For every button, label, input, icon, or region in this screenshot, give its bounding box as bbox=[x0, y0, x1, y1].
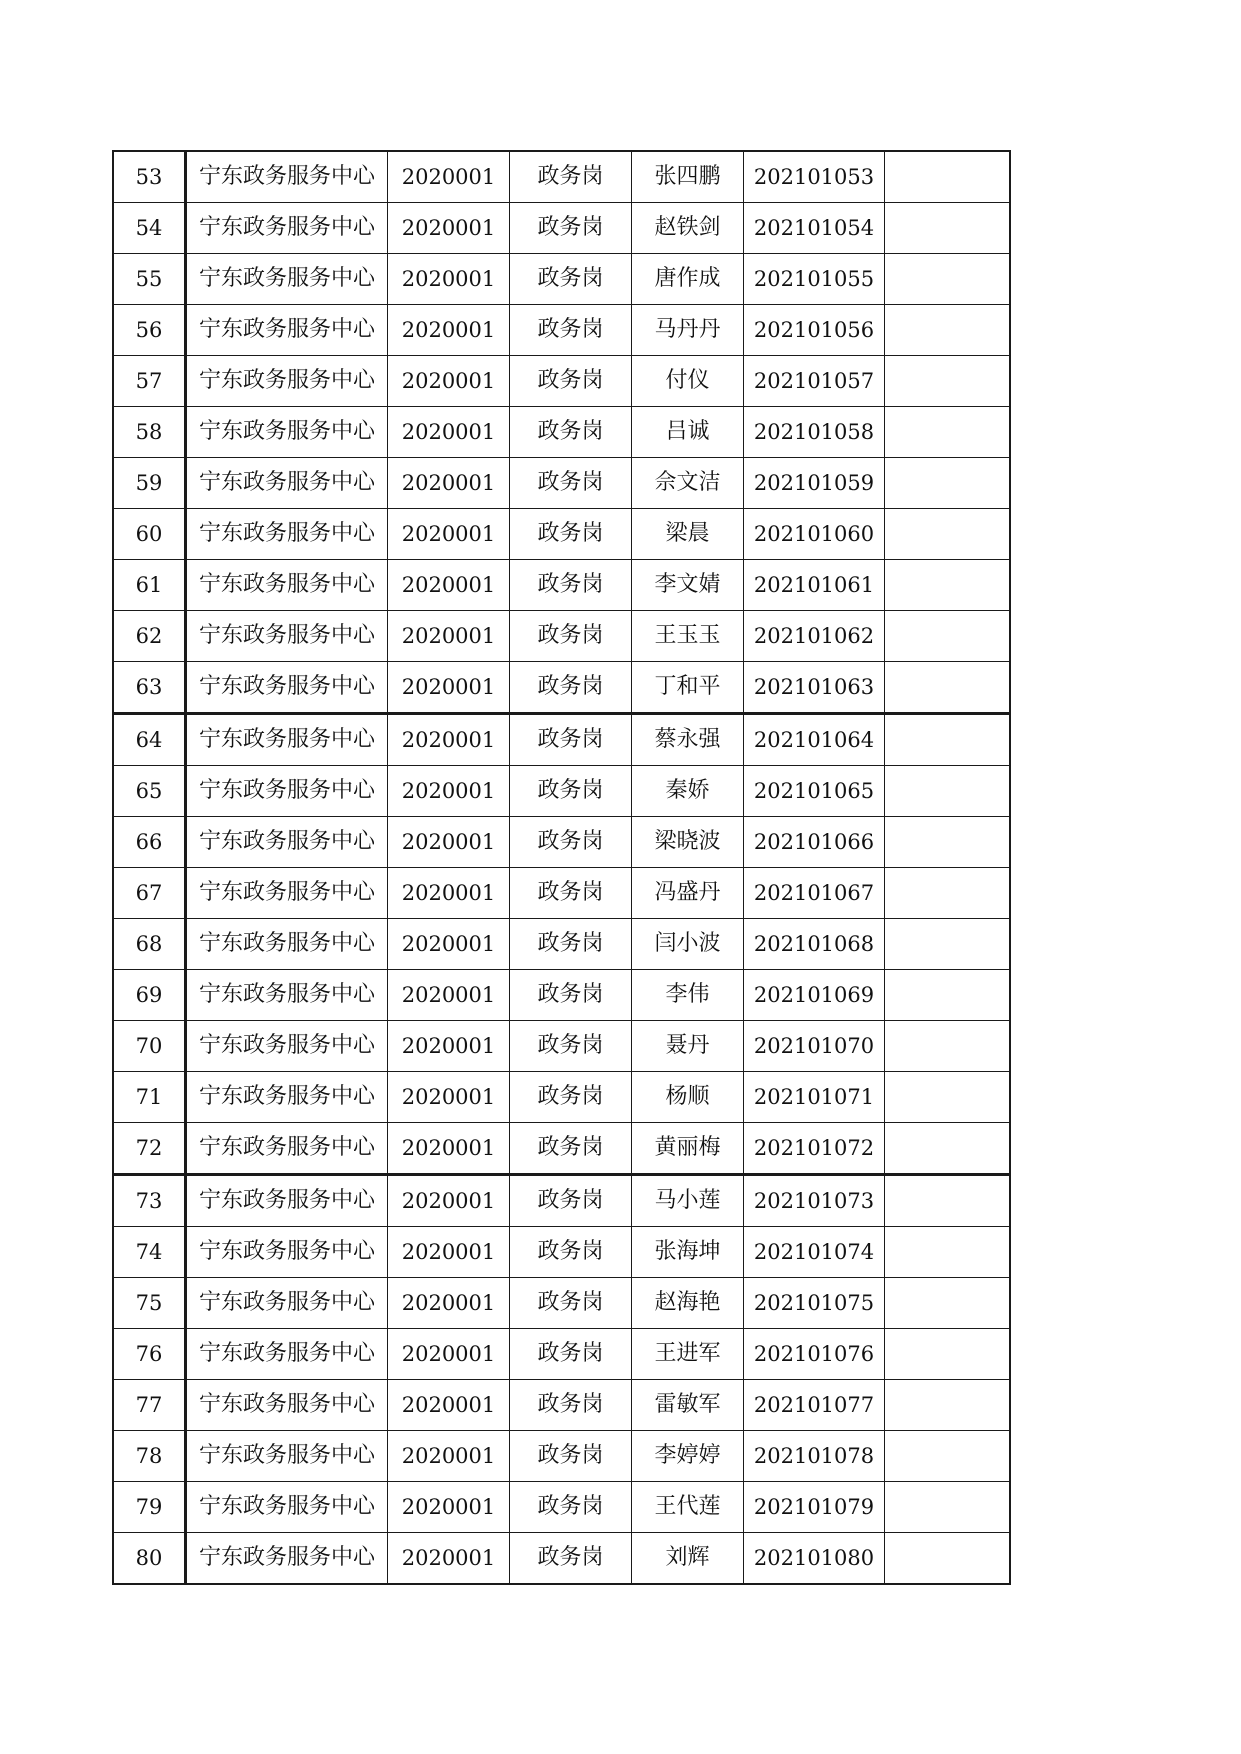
seq-cell: 60 bbox=[113, 509, 186, 560]
table-row bbox=[113, 817, 1010, 868]
position-name-cell: 政务岗 bbox=[510, 970, 632, 1021]
remark-cell bbox=[885, 254, 1011, 305]
seq-cell: 76 bbox=[113, 1329, 186, 1380]
seq-cell: 62 bbox=[113, 611, 186, 662]
table-row bbox=[113, 766, 1010, 817]
candidate-name-cell: 冯盛丹 bbox=[632, 868, 744, 919]
unit-cell: 宁东政务服务中心 bbox=[186, 766, 388, 817]
unit-cell: 宁东政务服务中心 bbox=[186, 817, 388, 868]
position-name-cell: 政务岗 bbox=[510, 919, 632, 970]
exam-number-cell: 202101076 bbox=[744, 1329, 885, 1380]
exam-number-cell: 202101070 bbox=[744, 1021, 885, 1072]
candidate-name-cell: 李伟 bbox=[632, 970, 744, 1021]
candidate-name-cell: 张海坤 bbox=[632, 1227, 744, 1278]
unit-cell: 宁东政务服务中心 bbox=[186, 1175, 388, 1227]
unit-cell: 宁东政务服务中心 bbox=[186, 1123, 388, 1175]
remark-cell bbox=[885, 868, 1011, 919]
exam-number-cell: 202101066 bbox=[744, 817, 885, 868]
remark-cell bbox=[885, 1123, 1011, 1175]
candidate-name-cell: 佘文洁 bbox=[632, 458, 744, 509]
table-row bbox=[113, 203, 1010, 254]
position-name-cell: 政务岗 bbox=[510, 1380, 632, 1431]
seq-cell: 73 bbox=[113, 1175, 186, 1227]
table-row bbox=[113, 611, 1010, 662]
remark-cell bbox=[885, 1533, 1011, 1585]
exam-number-cell: 202101071 bbox=[744, 1072, 885, 1123]
candidate-name-cell: 杨顺 bbox=[632, 1072, 744, 1123]
position-code-cell: 2020001 bbox=[388, 1329, 510, 1380]
unit-cell: 宁东政务服务中心 bbox=[186, 611, 388, 662]
table-row bbox=[113, 1123, 1010, 1175]
unit-cell: 宁东政务服务中心 bbox=[186, 151, 388, 203]
remark-cell bbox=[885, 1278, 1011, 1329]
position-name-cell: 政务岗 bbox=[510, 509, 632, 560]
seq-cell: 57 bbox=[113, 356, 186, 407]
exam-number-cell: 202101055 bbox=[744, 254, 885, 305]
unit-cell: 宁东政务服务中心 bbox=[186, 305, 388, 356]
seq-cell: 53 bbox=[113, 151, 186, 203]
unit-cell: 宁东政务服务中心 bbox=[186, 509, 388, 560]
unit-cell: 宁东政务服务中心 bbox=[186, 1329, 388, 1380]
seq-cell: 78 bbox=[113, 1431, 186, 1482]
candidate-name-cell: 丁和平 bbox=[632, 662, 744, 714]
seq-cell: 71 bbox=[113, 1072, 186, 1123]
position-code-cell: 2020001 bbox=[388, 1431, 510, 1482]
position-name-cell: 政务岗 bbox=[510, 1227, 632, 1278]
table-row bbox=[113, 509, 1010, 560]
candidate-name-cell: 王玉玉 bbox=[632, 611, 744, 662]
exam-number-cell: 202101072 bbox=[744, 1123, 885, 1175]
candidate-name-cell: 梁晓波 bbox=[632, 817, 744, 868]
table-row bbox=[113, 560, 1010, 611]
remark-cell bbox=[885, 1175, 1011, 1227]
seq-cell: 69 bbox=[113, 970, 186, 1021]
table-row bbox=[113, 1227, 1010, 1278]
candidate-name-cell: 秦娇 bbox=[632, 766, 744, 817]
exam-number-cell: 202101068 bbox=[744, 919, 885, 970]
table-row bbox=[113, 305, 1010, 356]
exam-number-cell: 202101054 bbox=[744, 203, 885, 254]
unit-cell: 宁东政务服务中心 bbox=[186, 662, 388, 714]
position-name-cell: 政务岗 bbox=[510, 1278, 632, 1329]
position-code-cell: 2020001 bbox=[388, 1482, 510, 1533]
table-row bbox=[113, 1482, 1010, 1533]
position-code-cell: 2020001 bbox=[388, 1533, 510, 1585]
table-row bbox=[113, 151, 1010, 203]
seq-cell: 66 bbox=[113, 817, 186, 868]
position-code-cell: 2020001 bbox=[388, 509, 510, 560]
candidate-name-cell: 王代莲 bbox=[632, 1482, 744, 1533]
table-row bbox=[113, 1175, 1010, 1227]
unit-cell: 宁东政务服务中心 bbox=[186, 1533, 388, 1585]
unit-cell: 宁东政务服务中心 bbox=[186, 919, 388, 970]
candidate-name-cell: 蔡永强 bbox=[632, 714, 744, 766]
seq-cell: 56 bbox=[113, 305, 186, 356]
remark-cell bbox=[885, 1329, 1011, 1380]
roster-table-body bbox=[113, 151, 1010, 1584]
position-name-cell: 政务岗 bbox=[510, 305, 632, 356]
seq-cell: 67 bbox=[113, 868, 186, 919]
candidate-name-cell: 梁晨 bbox=[632, 509, 744, 560]
seq-cell: 74 bbox=[113, 1227, 186, 1278]
table-row bbox=[113, 1278, 1010, 1329]
exam-number-cell: 202101065 bbox=[744, 766, 885, 817]
unit-cell: 宁东政务服务中心 bbox=[186, 560, 388, 611]
candidate-name-cell: 李文婧 bbox=[632, 560, 744, 611]
exam-number-cell: 202101056 bbox=[744, 305, 885, 356]
remark-cell bbox=[885, 1227, 1011, 1278]
exam-number-cell: 202101069 bbox=[744, 970, 885, 1021]
remark-cell bbox=[885, 1380, 1011, 1431]
position-code-cell: 2020001 bbox=[388, 919, 510, 970]
candidate-name-cell: 付仪 bbox=[632, 356, 744, 407]
position-code-cell: 2020001 bbox=[388, 1278, 510, 1329]
position-code-cell: 2020001 bbox=[388, 560, 510, 611]
position-name-cell: 政务岗 bbox=[510, 714, 632, 766]
table-row bbox=[113, 970, 1010, 1021]
candidate-name-cell: 马小莲 bbox=[632, 1175, 744, 1227]
roster-table bbox=[112, 150, 1011, 1585]
exam-number-cell: 202101063 bbox=[744, 662, 885, 714]
position-code-cell: 2020001 bbox=[388, 407, 510, 458]
position-name-cell: 政务岗 bbox=[510, 1021, 632, 1072]
seq-cell: 54 bbox=[113, 203, 186, 254]
remark-cell bbox=[885, 305, 1011, 356]
position-code-cell: 2020001 bbox=[388, 1175, 510, 1227]
position-name-cell: 政务岗 bbox=[510, 1123, 632, 1175]
position-name-cell: 政务岗 bbox=[510, 458, 632, 509]
position-name-cell: 政务岗 bbox=[510, 817, 632, 868]
position-name-cell: 政务岗 bbox=[510, 1175, 632, 1227]
position-code-cell: 2020001 bbox=[388, 1227, 510, 1278]
table-row bbox=[113, 919, 1010, 970]
seq-cell: 63 bbox=[113, 662, 186, 714]
exam-number-cell: 202101080 bbox=[744, 1533, 885, 1585]
unit-cell: 宁东政务服务中心 bbox=[186, 203, 388, 254]
remark-cell bbox=[885, 560, 1011, 611]
position-code-cell: 2020001 bbox=[388, 305, 510, 356]
exam-number-cell: 202101058 bbox=[744, 407, 885, 458]
unit-cell: 宁东政务服务中心 bbox=[186, 868, 388, 919]
candidate-name-cell: 赵铁剑 bbox=[632, 203, 744, 254]
unit-cell: 宁东政务服务中心 bbox=[186, 1072, 388, 1123]
seq-cell: 55 bbox=[113, 254, 186, 305]
position-code-cell: 2020001 bbox=[388, 611, 510, 662]
candidate-name-cell: 李婷婷 bbox=[632, 1431, 744, 1482]
candidate-name-cell: 赵海艳 bbox=[632, 1278, 744, 1329]
position-code-cell: 2020001 bbox=[388, 714, 510, 766]
unit-cell: 宁东政务服务中心 bbox=[186, 254, 388, 305]
unit-cell: 宁东政务服务中心 bbox=[186, 1278, 388, 1329]
remark-cell bbox=[885, 509, 1011, 560]
exam-number-cell: 202101074 bbox=[744, 1227, 885, 1278]
seq-cell: 79 bbox=[113, 1482, 186, 1533]
exam-number-cell: 202101079 bbox=[744, 1482, 885, 1533]
candidate-name-cell: 黄丽梅 bbox=[632, 1123, 744, 1175]
seq-cell: 75 bbox=[113, 1278, 186, 1329]
table-row bbox=[113, 714, 1010, 766]
remark-cell bbox=[885, 458, 1011, 509]
position-code-cell: 2020001 bbox=[388, 766, 510, 817]
seq-cell: 80 bbox=[113, 1533, 186, 1585]
unit-cell: 宁东政务服务中心 bbox=[186, 1482, 388, 1533]
position-name-cell: 政务岗 bbox=[510, 356, 632, 407]
position-code-cell: 2020001 bbox=[388, 356, 510, 407]
candidate-name-cell: 雷敏军 bbox=[632, 1380, 744, 1431]
exam-number-cell: 202101062 bbox=[744, 611, 885, 662]
seq-cell: 61 bbox=[113, 560, 186, 611]
position-code-cell: 2020001 bbox=[388, 970, 510, 1021]
seq-cell: 65 bbox=[113, 766, 186, 817]
table-row bbox=[113, 356, 1010, 407]
position-code-cell: 2020001 bbox=[388, 868, 510, 919]
position-name-cell: 政务岗 bbox=[510, 151, 632, 203]
unit-cell: 宁东政务服务中心 bbox=[186, 1380, 388, 1431]
table-row bbox=[113, 1431, 1010, 1482]
seq-cell: 64 bbox=[113, 714, 186, 766]
exam-number-cell: 202101053 bbox=[744, 151, 885, 203]
remark-cell bbox=[885, 714, 1011, 766]
table-row bbox=[113, 1021, 1010, 1072]
position-name-cell: 政务岗 bbox=[510, 203, 632, 254]
table-row bbox=[113, 662, 1010, 714]
unit-cell: 宁东政务服务中心 bbox=[186, 356, 388, 407]
table-row bbox=[113, 1072, 1010, 1123]
table-row bbox=[113, 1380, 1010, 1431]
remark-cell bbox=[885, 407, 1011, 458]
candidate-name-cell: 唐作成 bbox=[632, 254, 744, 305]
table-row bbox=[113, 868, 1010, 919]
position-code-cell: 2020001 bbox=[388, 1123, 510, 1175]
remark-cell bbox=[885, 817, 1011, 868]
unit-cell: 宁东政务服务中心 bbox=[186, 407, 388, 458]
remark-cell bbox=[885, 1021, 1011, 1072]
remark-cell bbox=[885, 1072, 1011, 1123]
position-code-cell: 2020001 bbox=[388, 1021, 510, 1072]
table-row bbox=[113, 458, 1010, 509]
remark-cell bbox=[885, 1482, 1011, 1533]
seq-cell: 68 bbox=[113, 919, 186, 970]
position-name-cell: 政务岗 bbox=[510, 407, 632, 458]
remark-cell bbox=[885, 766, 1011, 817]
table-row bbox=[113, 254, 1010, 305]
exam-number-cell: 202101077 bbox=[744, 1380, 885, 1431]
exam-number-cell: 202101057 bbox=[744, 356, 885, 407]
position-code-cell: 2020001 bbox=[388, 203, 510, 254]
position-name-cell: 政务岗 bbox=[510, 560, 632, 611]
exam-number-cell: 202101075 bbox=[744, 1278, 885, 1329]
unit-cell: 宁东政务服务中心 bbox=[186, 970, 388, 1021]
position-name-cell: 政务岗 bbox=[510, 254, 632, 305]
position-name-cell: 政务岗 bbox=[510, 662, 632, 714]
position-code-cell: 2020001 bbox=[388, 817, 510, 868]
candidate-name-cell: 王进军 bbox=[632, 1329, 744, 1380]
position-code-cell: 2020001 bbox=[388, 1072, 510, 1123]
candidate-name-cell: 马丹丹 bbox=[632, 305, 744, 356]
remark-cell bbox=[885, 151, 1011, 203]
candidate-name-cell: 吕诚 bbox=[632, 407, 744, 458]
remark-cell bbox=[885, 970, 1011, 1021]
position-name-cell: 政务岗 bbox=[510, 766, 632, 817]
unit-cell: 宁东政务服务中心 bbox=[186, 1431, 388, 1482]
position-name-cell: 政务岗 bbox=[510, 1431, 632, 1482]
candidate-name-cell: 闫小波 bbox=[632, 919, 744, 970]
unit-cell: 宁东政务服务中心 bbox=[186, 458, 388, 509]
table-row bbox=[113, 1329, 1010, 1380]
position-code-cell: 2020001 bbox=[388, 662, 510, 714]
exam-number-cell: 202101073 bbox=[744, 1175, 885, 1227]
candidate-name-cell: 聂丹 bbox=[632, 1021, 744, 1072]
remark-cell bbox=[885, 662, 1011, 714]
position-name-cell: 政务岗 bbox=[510, 1482, 632, 1533]
unit-cell: 宁东政务服务中心 bbox=[186, 1021, 388, 1072]
position-name-cell: 政务岗 bbox=[510, 1533, 632, 1585]
position-code-cell: 2020001 bbox=[388, 254, 510, 305]
exam-number-cell: 202101078 bbox=[744, 1431, 885, 1482]
candidate-name-cell: 刘辉 bbox=[632, 1533, 744, 1585]
seq-cell: 58 bbox=[113, 407, 186, 458]
remark-cell bbox=[885, 919, 1011, 970]
position-name-cell: 政务岗 bbox=[510, 1329, 632, 1380]
exam-number-cell: 202101067 bbox=[744, 868, 885, 919]
unit-cell: 宁东政务服务中心 bbox=[186, 714, 388, 766]
remark-cell bbox=[885, 356, 1011, 407]
exam-number-cell: 202101060 bbox=[744, 509, 885, 560]
position-code-cell: 2020001 bbox=[388, 1380, 510, 1431]
table-row bbox=[113, 407, 1010, 458]
exam-number-cell: 202101064 bbox=[744, 714, 885, 766]
table-row bbox=[113, 1533, 1010, 1585]
unit-cell: 宁东政务服务中心 bbox=[186, 1227, 388, 1278]
seq-cell: 59 bbox=[113, 458, 186, 509]
seq-cell: 70 bbox=[113, 1021, 186, 1072]
position-code-cell: 2020001 bbox=[388, 151, 510, 203]
exam-number-cell: 202101059 bbox=[744, 458, 885, 509]
candidate-name-cell: 张四鹏 bbox=[632, 151, 744, 203]
remark-cell bbox=[885, 611, 1011, 662]
remark-cell bbox=[885, 1431, 1011, 1482]
remark-cell bbox=[885, 203, 1011, 254]
position-name-cell: 政务岗 bbox=[510, 868, 632, 919]
position-name-cell: 政务岗 bbox=[510, 611, 632, 662]
exam-number-cell: 202101061 bbox=[744, 560, 885, 611]
position-code-cell: 2020001 bbox=[388, 458, 510, 509]
seq-cell: 72 bbox=[113, 1123, 186, 1175]
seq-cell: 77 bbox=[113, 1380, 186, 1431]
position-name-cell: 政务岗 bbox=[510, 1072, 632, 1123]
